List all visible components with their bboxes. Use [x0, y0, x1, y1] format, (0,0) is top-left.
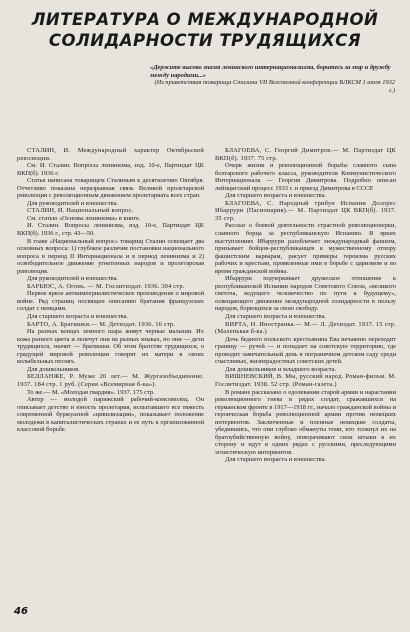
entry-desc: Дочь бедного польского крестьянина Ева нечаянно переходит границу — ручей — и попадает на советскую территорию, где проводит замечательный день в пограничном детском саду среди счастливых, жизнерадостных советских детей.	[215, 335, 396, 366]
entry-title: БЛАГОЕВА, С. Георгий Димитров.— М. Партиздат ЦК ВКП(б). 1937. 75 стр.	[215, 147, 396, 162]
entry-audience: Для старшего возраста и юношества.	[225, 456, 327, 464]
entry-ref: См. И. Сталин. Вопросы ленинизма, изд. 10-е, Партиздат ЦК ВКП(б). 1936 г.	[17, 162, 204, 177]
entry-audience: Для старшего возраста и юношества.	[225, 192, 327, 200]
entry-ref: И. Сталин. Вопросы ленинизма, изд. 10-е, Партиздат ЦК ВКП(б). 1936 г., стр. 43—50.	[17, 222, 204, 238]
entry-audience: Для дошкольников.	[27, 365, 80, 373]
title-line-1: ЛИТЕРАТУРА О МЕЖДУНАРОДНОЙ	[31, 10, 379, 29]
entry-desc: Рассказ о боевой деятельности страстной революционерки, славного борца за республиканскую Испанию. В ярких выступлениях Ибаррури разоблачает международный фашизм, призывает бойцов-республиканцев к мужественному отпору фашистским варварам, рисует примеры героизма русских рабочих и крестьян, проявленные ими в борьбе с царизмом и во время гражданской войны.	[215, 222, 396, 275]
entry-desc: В романе рассказано о одолевании старой армии и нарастании революционного гнева в рядах солдат, сражавшихся на германском фронте в 1917—1918 гг., начало гражданской войны и героическая борьба революционной армии против немецких интервентов. Заключенные и пленные немецкие солдаты, убедившись, что они глубоко обмануты теми, кто толкнул их на братоубийственную войну, поворачивают свои штыки в их сторону и идут в одних рядах с русскими, преследующими эгоистическую интервентов.	[215, 388, 396, 456]
entry-title: БАРТО, А. Братишки.— М. Детиздат. 1936. 16 стр.	[27, 320, 176, 328]
entry-audience: Для старшего возраста и юношества.	[225, 313, 327, 321]
entry-desc: Ибаррури подчеркивает дружеское отношение к республиканской Испании народов Советского Союза, «великого светоча, ведущего человечество по пути к будущему», освещающего движение международной солидарности в пользу народов, борющихся за свою свободу.	[215, 275, 396, 313]
entry-desc: Первое яркое антиимпериалистическое произведение о мировой войне. Ряд страниц посвящен описанию братания французских солдат с немцами.	[17, 290, 204, 313]
entry-ref: См. статью «Основы ленинизма» в книге.	[27, 214, 141, 222]
left-column	[17, 147, 204, 434]
entry-title: ВИШНЕВСКИЙ, В. Мы, русский народ. Роман-фильм. М. Гослитиздат. 1938. 52 стр. (Роман-газета.)	[215, 373, 396, 388]
entry-audience: Для руководителей и юношества.	[27, 275, 119, 283]
entry-audience: Для руководителей и юношества.	[27, 199, 119, 207]
entry-desc: Автор — молодой парижский рабочий-комсомолец. Он описывает детство и юность пролетария, испытавшего все тяжесть современной буржуазной «цивилизации», показывает положение молодежи в капиталистических странах и ее путь к организованной классовой борьбе.	[17, 396, 204, 434]
entry-desc: В главе «Национальный вопрос» товарищ Сталин освещает два основных вопроса: 1) глубокое различие постановки национального вопроса в период II Интернационала и в период ленинизма и 2) освободительное движение угнетенных народов и пролетарская революция.	[17, 237, 204, 275]
title-line-2: СОЛИДАРНОСТИ ТРУДЯЩИХСЯ	[48, 31, 362, 50]
epigraph-source: (Из приветствия товарища Сталина VII Всесоюзной конференции ВЛКСМ 1 июля 1932 г.)	[154, 79, 395, 94]
entry-title: БАРБЮС, А. Огонь. — М. Гослитиздат. 1936. 304 стр.	[27, 282, 185, 290]
page-number: 46	[14, 606, 28, 617]
entry-title: ВИРТА, Н. Иностранка.— М.— Л. Детиздат. 1937. 15 стр. (Маленькая б-ка.)	[215, 320, 396, 336]
entry-title: БЛАГОЕВА, С. Народный трибун Испании Долорес Ибаррури (Пасионария).— М. Партиздат ЦК ВКП(б). 1937. 35 стр.	[215, 199, 396, 222]
entry-audience: Для дошкольников и младшего возраста.	[225, 365, 337, 373]
entry-title: СТАЛИН, И. Международный характер Октябрьской революции.	[17, 147, 204, 162]
entry-title: СТАЛИН, И. Национальный вопрос.	[27, 207, 134, 215]
entry-desc: Статья написана товарищем Сталиным к десятилетию Октября. Отчетливо показана неразрывная связь Великой пролетарской революции с революционным движением пролетариата всех стран.	[17, 177, 204, 200]
right-column	[215, 147, 396, 464]
epigraph	[150, 64, 395, 94]
epigraph-quote: «Держите высоко знамя ленинского интернационализма, боритесь за мир и дружбу между народами...»	[150, 64, 391, 79]
entry-desc: На разных концах земного шара живут черные малыши. Их кожа разного цвета и лепечут они на разных языках, но они — дети трудящихся, значит — братишки. Об этом братстве трудящихся, о грядущей мировой революции говорят их матери в своих колыбельных песнях.	[17, 328, 204, 366]
entry-audience: Для старшего возраста и юношества.	[27, 313, 129, 321]
entry-title: БЕЛЛАНЖЕ, Р. Муже 20 лет.— М. Жургазобъединение. 1937. 184 стр. 1 руб. (Серия «Всемирная б-ка»).	[17, 373, 204, 388]
entry-ref: То же.— М. «Молодая гвардия». 1937. 175 стр.	[27, 388, 155, 396]
entry-desc: Очерк жизни и революционной борьбы славного сына болгарского рабочего класса, руководителя Коммунистического Интернационала — Георгия Димитрова. Подробно описан лейпцигский процесс 1933 г. и приезд Димитрова в СССР.	[215, 162, 396, 192]
